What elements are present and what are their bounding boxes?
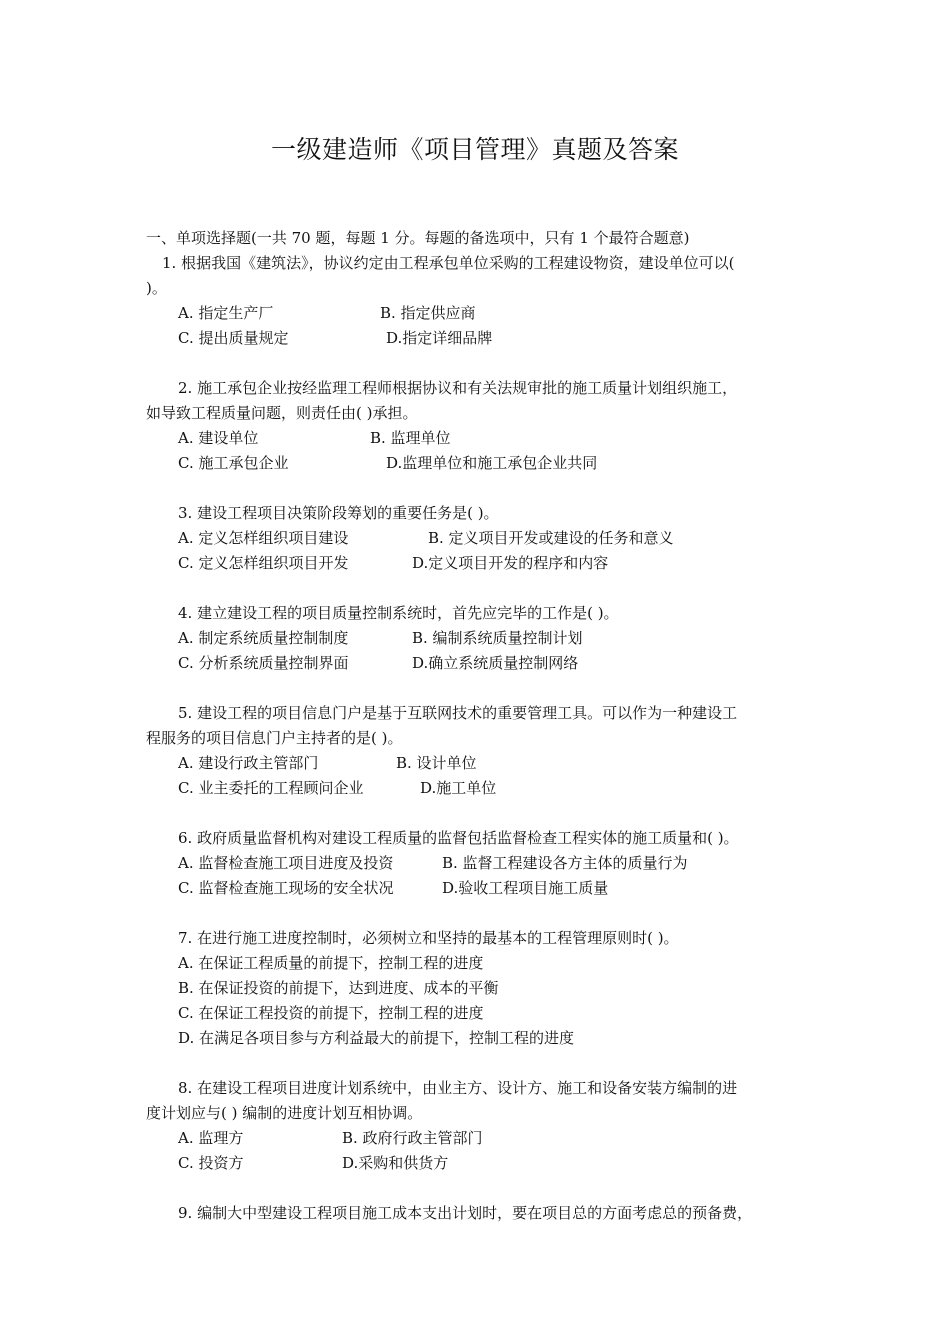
option-b: B. 编制系统质量控制计划 — [412, 629, 583, 647]
question-6 — [146, 826, 816, 901]
question-stem-line: 6. 政府质量监督机构对建设工程质量的监督包括监督检查工程实体的施工质量和( )。 — [178, 829, 739, 847]
option-row — [146, 426, 816, 451]
question-stem-line: 9. 编制大中型建设工程项目施工成本支出计划时，要在项目总的方面考虑总的预备费， — [178, 1204, 753, 1222]
document-title: 一级建造师《项目管理》真题及答案 — [270, 135, 679, 164]
option-row — [146, 526, 816, 551]
option-b: B. 定义项目开发或建设的任务和意义 — [428, 529, 674, 547]
question-2 — [146, 376, 816, 476]
option-c: C. 在保证工程投资的前提下，控制工程的进度 — [178, 1004, 484, 1022]
option-d: D.施工单位 — [420, 779, 497, 797]
option-c: C. 施工承包企业 — [178, 454, 289, 472]
option-a: A. 建设行政主管部门 — [178, 754, 319, 772]
option-b: B. 设计单位 — [396, 754, 477, 772]
option-b: B. 政府行政主管部门 — [342, 1129, 483, 1147]
option-row — [146, 851, 816, 876]
option-c: C. 分析系统质量控制界面 — [178, 654, 349, 672]
option-b: B. 在保证投资的前提下，达到进度、成本的平衡 — [178, 979, 499, 997]
option-row — [146, 626, 816, 651]
question-3 — [146, 501, 816, 576]
option-d: D. 在满足各项目参与方利益最大的前提下，控制工程的进度 — [178, 1029, 575, 1047]
question-stem-line: 程服务的项目信息门户主持者的是( )。 — [146, 729, 403, 747]
question-5 — [146, 701, 816, 801]
document-body — [146, 226, 816, 1226]
question-stem-line: 如导致工程质量问题，则责任由( )承担。 — [146, 404, 418, 422]
option-b: B. 指定供应商 — [380, 304, 476, 322]
option-row — [146, 451, 816, 476]
option-row — [146, 1126, 816, 1151]
question-4 — [146, 601, 816, 676]
option-b: B. 监督工程建设各方主体的质量行为 — [442, 854, 688, 872]
question-stem-line: 5. 建设工程的项目信息门户是基于互联网技术的重要管理工具。可以作为一种建设工 — [178, 704, 738, 722]
option-d: D.确立系统质量控制网络 — [412, 654, 579, 672]
option-a: A. 在保证工程质量的前提下，控制工程的进度 — [178, 954, 484, 972]
option-d: D.采购和供货方 — [342, 1154, 449, 1172]
option-b: B. 监理单位 — [370, 429, 451, 447]
option-c: C. 业主委托的工程顾问企业 — [178, 779, 364, 797]
option-a: A. 制定系统质量控制制度 — [178, 629, 349, 647]
section-heading: 一、单项选择题(一共 70 题，每题 1 分。每题的备选项中，只有 1 个最符合题意) — [146, 229, 690, 247]
question-9 — [146, 1201, 816, 1226]
option-a: A. 定义怎样组织项目建设 — [178, 529, 349, 547]
option-c: C. 定义怎样组织项目开发 — [178, 554, 349, 572]
option-row — [146, 301, 816, 326]
question-7 — [146, 926, 816, 1051]
option-c: C. 提出质量规定 — [178, 329, 289, 347]
option-d: D.定义项目开发的程序和内容 — [412, 554, 609, 572]
question-8 — [146, 1076, 816, 1176]
option-row — [146, 326, 816, 351]
option-a: A. 指定生产厂 — [178, 304, 274, 322]
option-d: D.监理单位和施工承包企业共同 — [386, 454, 598, 472]
option-row — [146, 1151, 816, 1176]
option-a: A. 监理方 — [178, 1129, 244, 1147]
question-stem-line: 8. 在建设工程项目进度计划系统中，由业主方、设计方、施工和设备安装方编制的进 — [178, 1079, 738, 1097]
question-1 — [146, 251, 816, 351]
option-c: C. 监督检查施工现场的安全状况 — [178, 879, 394, 897]
question-stem-line: 3. 建设工程项目决策阶段筹划的重要任务是( )。 — [178, 504, 499, 522]
option-a: A. 监督检查施工项目进度及投资 — [178, 854, 394, 872]
option-a: A. 建设单位 — [178, 429, 259, 447]
option-row — [146, 876, 816, 901]
option-d: D.验收工程项目施工质量 — [442, 879, 609, 897]
option-row — [146, 751, 816, 776]
option-row — [146, 776, 816, 801]
option-c: C. 投资方 — [178, 1154, 244, 1172]
question-stem-line: 度计划应与( ) 编制的进度计划互相协调。 — [146, 1104, 423, 1122]
option-row — [146, 551, 816, 576]
option-d: D.指定详细品牌 — [386, 329, 493, 347]
question-stem-line: 1. 根据我国《建筑法》，协议约定由工程承包单位采购的工程建设物资，建设单位可以( — [162, 254, 735, 272]
option-row — [146, 651, 816, 676]
question-stem-line: 2. 施工承包企业按经监理工程师根据协议和有关法规审批的施工质量计划组织施工， — [178, 379, 738, 397]
question-stem-line: 4. 建立建设工程的项目质量控制系统时，首先应完毕的工作是( )。 — [178, 604, 619, 622]
question-stem-line: 7. 在进行施工进度控制时，必须树立和坚持的最基本的工程管理原则时( )。 — [178, 929, 679, 947]
question-stem-line: )。 — [146, 279, 167, 297]
